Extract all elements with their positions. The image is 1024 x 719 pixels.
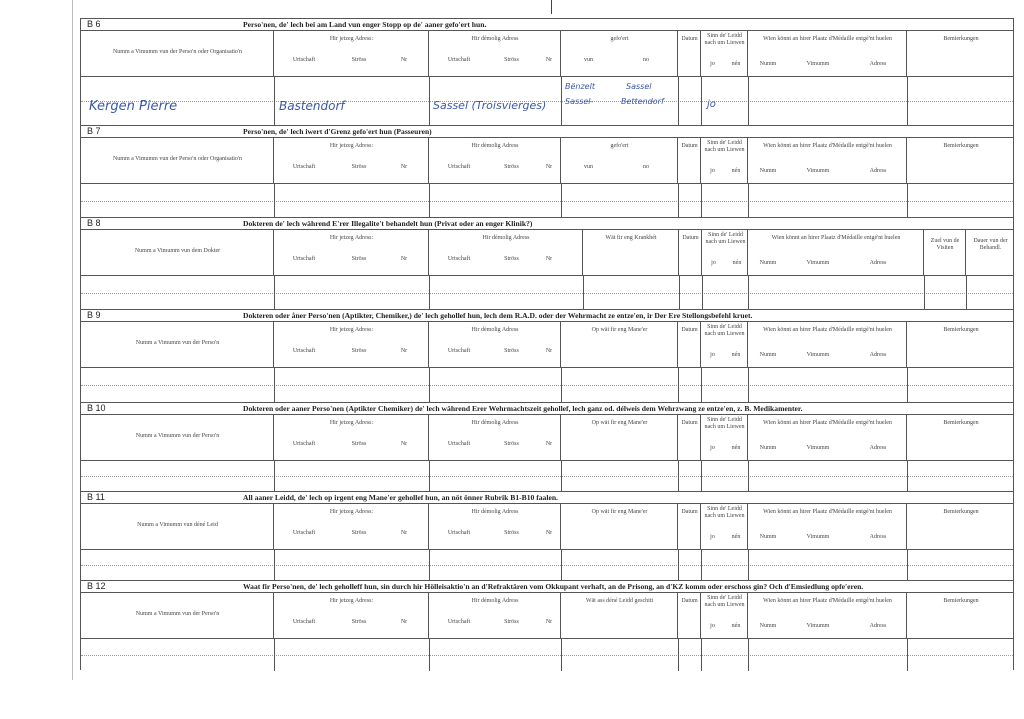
section-code: B 8 xyxy=(87,218,101,228)
medal-name-label: Numm xyxy=(759,260,777,266)
entry-column-line xyxy=(561,367,562,403)
entry-column-line xyxy=(561,549,562,581)
detail-column-label: gefo'ert xyxy=(610,36,629,42)
entry-column-line xyxy=(678,76,679,126)
section-b8 xyxy=(80,217,1014,309)
header-bottom-line xyxy=(81,638,1013,639)
remarks-label: Bemierkungen xyxy=(943,598,979,604)
header-bottom-line xyxy=(81,460,1013,461)
former-nr-label: Nr xyxy=(545,530,553,536)
alive-yes-label: jo xyxy=(711,260,716,266)
entry-column-line xyxy=(701,460,702,492)
entry-column-line xyxy=(429,549,430,581)
from-label: vun xyxy=(584,164,593,170)
medal-name-label: Numm xyxy=(759,61,777,67)
header-bottom-line xyxy=(81,367,1013,368)
entry-to-top[interactable]: Sassel xyxy=(626,82,652,91)
current-street-label: Ströss xyxy=(351,57,367,63)
current-nr-label: Nr xyxy=(400,619,408,625)
medal-firstname-label: Vimumm xyxy=(806,168,830,174)
date-label: Datum xyxy=(681,420,698,426)
entry-row-line xyxy=(81,101,1013,102)
alive-no-label: nén xyxy=(731,61,741,67)
current-address-label: Hir jetzeg Adress: xyxy=(329,327,374,333)
section-code: B 7 xyxy=(87,126,101,136)
current-address-label: Hir jetzeg Adress: xyxy=(329,420,374,426)
former-street-label: Ströss xyxy=(504,164,519,170)
entry-column-line xyxy=(429,183,430,218)
entry-column-line xyxy=(274,367,275,403)
entry-former-locality[interactable]: Sassel (Troisvierges) xyxy=(433,99,547,112)
section-b7 xyxy=(80,125,1014,217)
section-code: B 12 xyxy=(87,581,106,591)
current-street-label: Ströss xyxy=(351,619,367,625)
medal-firstname-label: Vimumm xyxy=(806,260,830,266)
current-street-label: Ströss xyxy=(351,256,367,262)
alive-yes-label: jo xyxy=(710,61,715,67)
entry-row-line xyxy=(81,565,1013,566)
entry-from-top[interactable]: Bënzelt xyxy=(565,82,595,91)
entry-column-line xyxy=(561,183,562,218)
entry-column-line xyxy=(429,638,430,671)
entry-row-line xyxy=(81,385,1013,386)
former-street-label: Ströss xyxy=(504,57,519,63)
section-b11 xyxy=(80,491,1014,580)
detail-column-label: Op wät fir eng Mane'er xyxy=(591,327,648,333)
medal-address-label: Adress xyxy=(869,260,887,266)
entry-row-line xyxy=(81,476,1013,477)
entry-column-line xyxy=(274,460,275,492)
former-locality-label: Urtschaft xyxy=(447,348,471,354)
entry-alive-yes[interactable]: jo xyxy=(707,99,716,110)
former-locality-label: Urtschaft xyxy=(447,619,471,625)
header-bottom-line xyxy=(81,183,1013,184)
medal-name-label: Numm xyxy=(759,534,777,540)
detail-column-label: Wät fir eng Krankhét xyxy=(605,235,657,241)
medal-address-label: Adress xyxy=(869,534,887,540)
alive-no-label: nén xyxy=(732,260,742,266)
entry-column-line xyxy=(748,183,749,218)
entry-column-line xyxy=(924,275,925,310)
former-nr-label: Nr xyxy=(545,256,553,262)
section-code: B 10 xyxy=(87,403,106,413)
current-nr-label: Nr xyxy=(400,441,408,447)
former-locality-label: Urtschaft xyxy=(447,256,471,262)
entry-column-line xyxy=(966,275,967,310)
alive-no-label: nén xyxy=(731,534,741,540)
current-nr-label: Nr xyxy=(400,256,408,262)
remarks-label: Bemierkungen xyxy=(943,327,979,333)
entry-column-line xyxy=(701,638,702,671)
entry-column-line xyxy=(748,638,749,671)
entry-column-line xyxy=(678,183,679,218)
medal-firstname-label: Vimumm xyxy=(806,61,830,67)
alive-yes-label: jo xyxy=(710,623,715,629)
current-nr-label: Nr xyxy=(400,57,408,63)
entry-column-line xyxy=(701,367,702,403)
form-sheet xyxy=(80,18,1014,670)
alive-no-label: nén xyxy=(731,445,741,451)
remarks-label: Bemierkungen xyxy=(943,143,979,149)
header-bottom-line xyxy=(81,76,1013,77)
entry-column-line xyxy=(701,183,702,218)
remarks-label: Bemierkungen xyxy=(943,420,979,426)
former-street-label: Ströss xyxy=(504,530,519,536)
medal-firstname-label: Vimumm xyxy=(806,623,830,629)
date-label: Datum xyxy=(681,509,698,515)
current-locality-label: Urtschaft xyxy=(292,530,316,536)
medal-firstname-label: Vimumm xyxy=(806,445,830,451)
medal-name-label: Numm xyxy=(759,623,777,629)
medal-label: Wien könnt an hirer Plaatz d'Médaille entgé'nt huelen xyxy=(771,235,901,241)
current-address-label: Hir jetzeg Adress: xyxy=(329,36,374,42)
entry-row-line xyxy=(81,293,1013,294)
former-address-label: Hir démolig Adress xyxy=(471,143,519,149)
medal-address-label: Adress xyxy=(869,623,887,629)
alive-label: Sinn de' Leidd nach um Liewen xyxy=(705,232,746,245)
current-street-label: Ströss xyxy=(351,164,367,170)
from-label: vun xyxy=(584,57,593,63)
former-nr-label: Nr xyxy=(545,441,553,447)
current-address-label: Hir jetzeg Adress: xyxy=(329,235,374,241)
entry-column-line xyxy=(907,183,908,218)
former-address-label: Hir démolig Adress xyxy=(482,235,530,241)
alive-yes-label: jo xyxy=(710,445,715,451)
entry-row-line xyxy=(81,655,1013,656)
current-nr-label: Nr xyxy=(400,348,408,354)
former-locality-label: Urtschaft xyxy=(447,530,471,536)
current-locality-label: Urtschaft xyxy=(292,441,316,447)
current-nr-label: Nr xyxy=(400,164,408,170)
section-title: Waat fir Perso'nen, de' lech geholleff hun, sin durch hir Hölleisaktio'n an d'Refraktären vom Okkupant verhaft, an de Prisong, an d'KZ komm oder erschoss gin? Och d'Emsiedlung opfe'eren. xyxy=(243,582,864,591)
medal-firstname-label: Vimumm xyxy=(806,352,830,358)
entry-column-line xyxy=(274,275,275,310)
entry-column-line xyxy=(429,275,430,310)
entry-to-bottom[interactable]: Bettendorf xyxy=(621,97,664,106)
section-b6 xyxy=(80,18,1014,125)
alive-label: Sinn de' Leidd nach um Liewen xyxy=(704,595,745,608)
entry-column-line xyxy=(907,367,908,403)
date-label: Datum xyxy=(682,235,699,241)
name-column-label: Numm a Vimumm vun der Perso'n xyxy=(135,433,220,439)
medal-name-label: Numm xyxy=(759,445,777,451)
current-locality-label: Urtschaft xyxy=(292,164,316,170)
alive-label: Sinn de' Leidd nach um Liewen xyxy=(704,140,745,153)
entry-column-line xyxy=(702,275,703,310)
entry-column-line xyxy=(678,638,679,671)
entry-column-line xyxy=(561,76,562,126)
alive-label: Sinn de' Leidd nach um Liewen xyxy=(704,417,745,430)
current-locality-label: Urtschaft xyxy=(292,57,316,63)
entry-column-line xyxy=(907,76,908,126)
detail-column-label: Op wät fir eng Mane'er xyxy=(591,509,648,515)
entry-column-line xyxy=(429,460,430,492)
section-title: Perso'nen, de' lech iwert d'Grenz gefo'ert hun (Passeuren) xyxy=(243,127,432,136)
detail-column-label: gefo'ert xyxy=(610,143,629,149)
entry-column-line xyxy=(561,460,562,492)
alive-label: Sinn de' Leidd nach um Liewen xyxy=(704,506,745,519)
entry-column-line xyxy=(748,367,749,403)
alive-no-label: nén xyxy=(731,352,741,358)
entry-column-line xyxy=(274,76,275,126)
alive-yes-label: jo xyxy=(710,352,715,358)
alive-label: Sinn de' Leidd nach um Liewen xyxy=(704,324,745,337)
entry-column-line xyxy=(748,275,749,310)
alive-no-label: nén xyxy=(731,623,741,629)
entry-from-bottom[interactable]: Sassel- xyxy=(565,97,594,106)
section-code: B 6 xyxy=(87,19,101,29)
header-bottom-line xyxy=(81,549,1013,550)
remarks-label: Bemierkungen xyxy=(943,36,979,42)
former-address-label: Hir démolig Adress xyxy=(471,598,519,604)
medal-address-label: Adress xyxy=(869,352,887,358)
current-street-label: Ströss xyxy=(351,441,367,447)
date-label: Datum xyxy=(681,36,698,42)
section-code: B 11 xyxy=(87,492,105,502)
former-locality-label: Urtschaft xyxy=(447,164,471,170)
name-column-label: Numm a Vimumm vun der Perso'n oder Organisatio'n xyxy=(112,156,243,162)
section-b12 xyxy=(80,580,1014,670)
entry-column-line xyxy=(274,638,275,671)
former-street-label: Ströss xyxy=(504,619,519,625)
current-nr-label: Nr xyxy=(400,530,408,536)
entry-column-line xyxy=(429,76,430,126)
entry-column-line xyxy=(748,460,749,492)
medal-label: Wien könnt an hirer Plaatz d'Médaille entgé'nt huelen xyxy=(763,420,892,426)
medal-label: Wien könnt an hirer Plaatz d'Médaille entgé'nt huelen xyxy=(763,36,892,42)
section-title: Dokteren de' lech während E'rer Illegalite't behandelt hun (Privat oder an enger Klinik?) xyxy=(243,219,533,228)
to-label: no xyxy=(643,164,649,170)
date-label: Datum xyxy=(681,327,698,333)
section-title: All aaner Leidd, de' lech op irgent eng Mane'er gehollef hun, an nöt önner Rubrik B1-B10 faalen. xyxy=(243,493,558,502)
medal-name-label: Numm xyxy=(759,352,777,358)
section-b9 xyxy=(80,309,1014,402)
medal-address-label: Adress xyxy=(869,445,887,451)
entry-column-line xyxy=(274,183,275,218)
section-title: Dokteren oder aaner Perso'nen (Aptikter Chemiker) de' lech während Erer Wehrmachtszeit gehollef, lech ganz od. délweis dem Wehrzwang ze entze'en, z. B. Medikamenter. xyxy=(243,404,803,413)
medal-label: Wien könnt an hirer Plaatz d'Médaille entgé'nt huelen xyxy=(763,598,892,604)
column-8 xyxy=(966,229,1015,275)
alive-no-label: nén xyxy=(731,168,741,174)
entry-column-line xyxy=(907,638,908,671)
medal-name-label: Numm xyxy=(759,168,777,174)
alive-label: Sinn de' Leidd nach um Liewen xyxy=(704,33,745,46)
entry-column-line xyxy=(748,549,749,581)
former-street-label: Ströss xyxy=(504,441,519,447)
former-address-label: Hir démolig Adress xyxy=(471,327,519,333)
entry-column-line xyxy=(907,549,908,581)
medal-label: Wien könnt an hirer Plaatz d'Médaille entgé'nt huelen xyxy=(763,327,892,333)
entry-current-locality[interactable]: Bastendorf xyxy=(279,99,345,113)
entry-column-line xyxy=(429,367,430,403)
former-locality-label: Urtschaft xyxy=(447,57,471,63)
former-nr-label: Nr xyxy=(545,619,553,625)
entry-row-line xyxy=(81,201,1013,202)
to-label: no xyxy=(643,57,649,63)
former-address-label: Hir démolig Adress xyxy=(471,509,519,515)
entry-column-line xyxy=(701,76,702,126)
entry-column-line xyxy=(678,367,679,403)
entry-column-line xyxy=(678,460,679,492)
entry-column-line xyxy=(274,549,275,581)
current-address-label: Hir jetzeg Adress: xyxy=(329,509,374,515)
current-address-label: Hir jetzeg Adress: xyxy=(329,143,374,149)
alive-yes-label: jo xyxy=(710,168,715,174)
entry-column-line xyxy=(583,275,584,310)
remarks-label: Bemierkungen xyxy=(943,509,979,515)
name-column-label: Numm a Vimumm vun der Perso'n oder Organisatio'n xyxy=(112,49,243,55)
medal-firstname-label: Vimumm xyxy=(806,534,830,540)
section-title: Perso'nen, de' lech bei am Land vun enger Stopp op de' aaner gefo'ert hun. xyxy=(243,20,487,29)
alive-yes-label: jo xyxy=(710,534,715,540)
duration-label: Dauer vun der Behandl. xyxy=(973,238,1008,251)
medal-address-label: Adress xyxy=(869,61,887,67)
visits-label: Zuel vun de Visiten xyxy=(930,238,960,251)
name-column-label: Numm a Vimumm vun der Perso'n xyxy=(135,611,220,617)
section-title: Dokteren oder åner Perso'nen (Aptikter, Chemiker,) de' lech gehollef hun, lech dem R.A.D. oder der Wehrmacht ze entze'en, ir Der Ere Stellongsbefehl kruet. xyxy=(243,311,753,320)
top-tick-mark xyxy=(551,0,552,14)
medal-address-label: Adress xyxy=(869,168,887,174)
current-street-label: Ströss xyxy=(351,348,367,354)
current-street-label: Ströss xyxy=(351,530,367,536)
header-bottom-line xyxy=(81,275,1013,276)
former-address-label: Hir démolig Adress xyxy=(471,420,519,426)
entry-name[interactable]: Kergen Pierre xyxy=(89,99,178,114)
former-locality-label: Urtschaft xyxy=(447,441,471,447)
column-7 xyxy=(924,229,966,275)
former-street-label: Ströss xyxy=(504,348,519,354)
name-column-label: Numm a Vimumm vun déné Leid xyxy=(137,522,218,528)
entry-column-line xyxy=(678,549,679,581)
entry-column-line xyxy=(748,76,749,126)
date-label: Datum xyxy=(681,143,698,149)
medal-label: Wien könnt an hirer Plaatz d'Médaille entgé'nt huelen xyxy=(763,143,892,149)
former-nr-label: Nr xyxy=(545,164,553,170)
former-nr-label: Nr xyxy=(545,57,553,63)
entry-column-line xyxy=(561,638,562,671)
current-address-label: Hir jetzeg Adress: xyxy=(329,598,374,604)
name-column-label: Numm a Vimumm vun der Perso'n xyxy=(135,340,220,346)
entry-column-line xyxy=(701,549,702,581)
former-nr-label: Nr xyxy=(545,348,553,354)
detail-column-label: Wät ass déné Leidd geschitt xyxy=(585,598,654,604)
current-locality-label: Urtschaft xyxy=(292,348,316,354)
section-code: B 9 xyxy=(87,310,101,320)
current-locality-label: Urtschaft xyxy=(292,619,316,625)
detail-column-label: Op wät fir eng Mane'er xyxy=(591,420,648,426)
former-street-label: Ströss xyxy=(504,256,519,262)
entry-column-line xyxy=(679,275,680,310)
entry-column-line xyxy=(907,460,908,492)
former-address-label: Hir démolig Adress xyxy=(471,36,519,42)
current-locality-label: Urtschaft xyxy=(292,256,316,262)
date-label: Datum xyxy=(681,598,698,604)
name-column-label: Numm a Vimumm vun dem Dokter xyxy=(134,248,221,254)
left-margin-line xyxy=(72,0,73,680)
medal-label: Wien könnt an hirer Plaatz d'Médaille entgé'nt huelen xyxy=(763,509,892,515)
section-b10 xyxy=(80,402,1014,491)
